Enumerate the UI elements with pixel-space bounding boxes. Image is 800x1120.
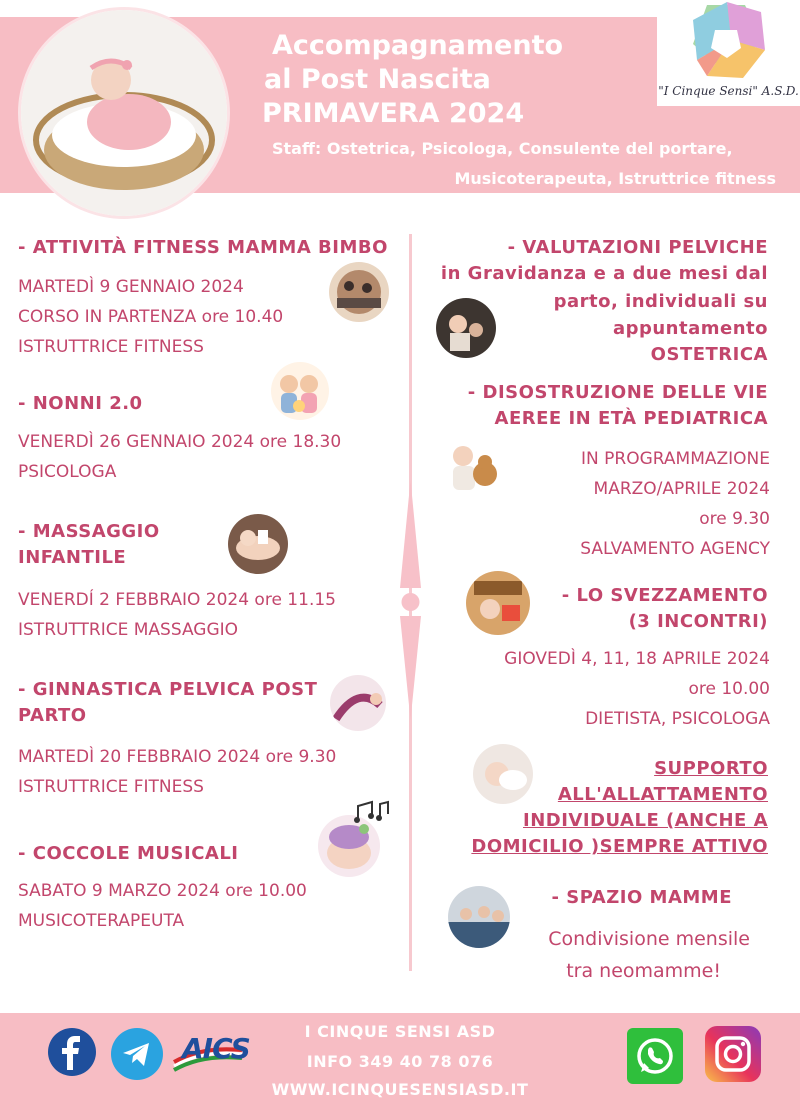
aics-label: AICS [182,1032,250,1065]
disostruzione-heading-2: AEREE IN ETÀ PEDIATRICA [494,408,768,429]
nonni-line-1: VENERDÌ 26 GENNAIO 2024 ore 18.30 [18,432,342,452]
svezzamento-photo [466,571,530,635]
fitness-line-3: ISTRUTTRICE FITNESS [18,337,204,357]
footer-phone: INFO 349 40 78 076 [306,1052,494,1071]
svezzamento-line-1: GIOVEDÌ 4, 11, 18 APRILE 2024 [504,649,770,669]
fitness-line-2: CORSO IN PARTENZA ore 10.40 [18,307,284,327]
massaggio-heading-1: - MASSAGGIO [18,521,160,542]
svezzamento-heading-1: - LO SVEZZAMENTO [561,585,768,606]
nonni-illustration [271,362,329,420]
divider-ornament [399,480,422,720]
disostruzione-line-1: IN PROGRAMMAZIONE [581,449,770,469]
staff-line-1: Staff: Ostetrica, Psicologa, Consulente del portare, [272,139,733,158]
spazio-mamme-photo [448,886,510,948]
svezzamento-line-3: DIETISTA, PSICOLOGA [585,709,770,729]
disostruzione-photo [443,438,503,498]
footer-org: I CINQUE SENSI ASD [304,1022,496,1041]
spazio-mamme-heading: - SPAZIO MAMME [551,887,732,908]
allattamento-heading-1: SUPPORTO [654,758,768,779]
coccole-line-1: SABATO 9 MARZO 2024 ore 10.00 [18,881,307,901]
title-line-2: al Post Nascita [264,64,491,95]
svezzamento-line-2: ore 10.00 [688,679,770,699]
logo-box [657,0,800,106]
allattamento-heading-3: INDIVIDUALE (ANCHE A [523,810,768,831]
valutazioni-heading-5: OSTETRICA [650,344,768,365]
coccole-heading: - COCCOLE MUSICALI [18,843,239,864]
disostruzione-heading-1: - DISOSTRUZIONE DELLE VIE [467,382,768,403]
logo-caption: "I Cinque Sensi" A.S.D. [658,84,799,98]
music-notes-icon [352,800,390,826]
aics-logo[interactable] [172,1030,260,1074]
staff-line-2: Musicoterapeuta, Istruttrice fitness [454,169,776,188]
disostruzione-line-3: ore 9.30 [699,509,770,529]
ginnastica-heading-2: PARTO [18,705,87,726]
disostruzione-line-2: MARZO/APRILE 2024 [593,479,770,499]
valutazioni-heading-4: appuntamento [612,318,768,339]
nonni-heading: - NONNI 2.0 [18,393,143,414]
massaggio-heading-2: INFANTILE [18,547,127,568]
whatsapp-icon[interactable] [627,1028,683,1084]
spazio-mamme-line-1: Condivisione mensile [548,928,750,950]
fitness-photo [329,262,389,322]
ginnastica-photo [330,675,386,731]
newborn-photo [18,7,230,219]
ginnastica-line-1: MARTEDÌ 20 FEBBRAIO 2024 ore 9.30 [18,747,337,767]
title-line-3: PRIMAVERA 2024 [262,98,525,129]
instagram-icon[interactable] [705,1026,761,1082]
fitness-line-1: MARTEDÌ 9 GENNAIO 2024 [18,277,244,297]
fitness-heading: - ATTIVITÀ FITNESS MAMMA BIMBO [18,237,388,258]
ginnastica-line-2: ISTRUTTRICE FITNESS [18,777,204,797]
nonni-line-2: PSICOLOGA [18,462,117,482]
massaggio-line-2: ISTRUTTRICE MASSAGGIO [18,620,239,640]
coccole-line-2: MUSICOTERAPEUTA [18,911,185,931]
footer-website[interactable]: WWW.ICINQUESENSIASD.IT [271,1080,529,1099]
ginnastica-heading-1: - GINNASTICA PELVICA POST [18,679,318,700]
massaggio-photo [228,514,288,574]
title-line-1: Accompagnamento [272,30,564,61]
cinque-sensi-logo-icon [657,0,800,84]
allattamento-photo [473,744,533,804]
valutazioni-heading-3: parto, individuali su [553,291,768,312]
allattamento-heading-4: DOMICILIO )SEMPRE ATTIVO [471,836,768,857]
spazio-mamme-line-2: tra neomamme! [566,960,721,982]
telegram-icon[interactable] [111,1028,163,1080]
svezzamento-heading-2: (3 INCONTRI) [628,611,768,632]
valutazioni-heading-2: in Gravidanza e a due mesi dal [440,263,768,284]
valutazioni-photo [436,298,496,358]
allattamento-heading-2: ALL'ALLATTAMENTO [557,784,768,805]
disostruzione-line-4: SALVAMENTO AGENCY [580,539,770,559]
facebook-icon[interactable] [48,1028,96,1076]
valutazioni-heading-1: - VALUTAZIONI PELVICHE [507,237,768,258]
massaggio-line-1: VENERDÍ 2 FEBBRAIO 2024 ore 11.15 [18,590,336,610]
